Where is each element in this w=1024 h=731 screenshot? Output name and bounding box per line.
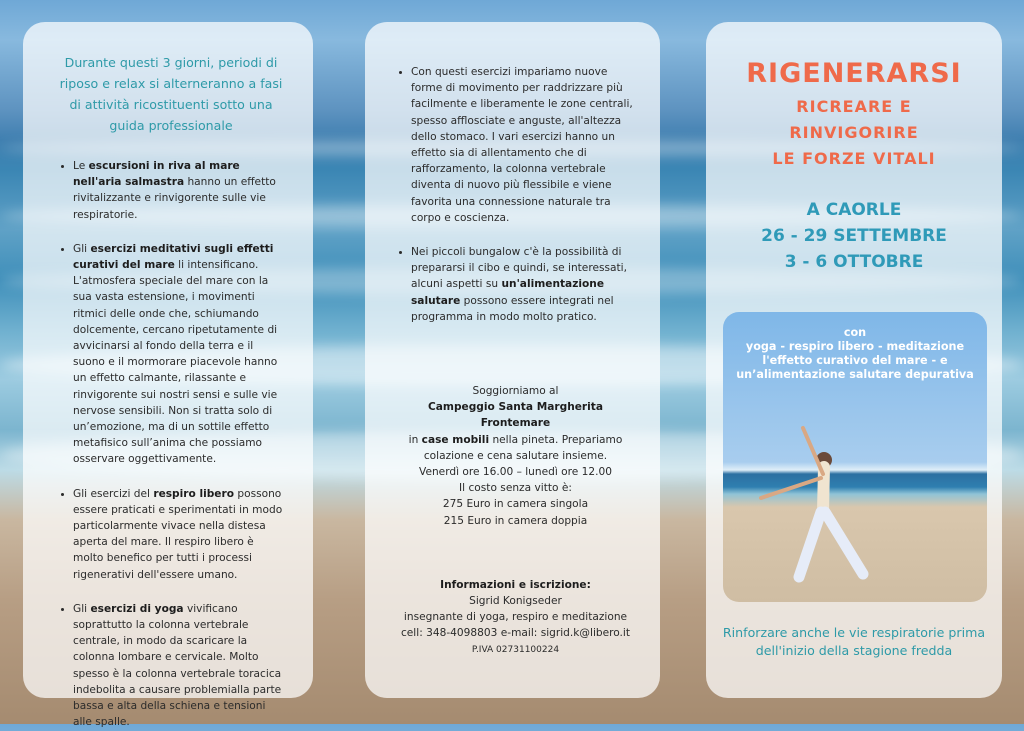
footer-text: Rinforzare anche le vie respiratorie prima dell'inizio della stagione fredda (722, 625, 986, 658)
stay-info: Soggiorniamo al Campeggio Santa Margherita Frontemare in case mobili nella pineta. Prepariamo colazione e cena salutare insieme. Venerdì ore 16.00 – lunedì ore 12.00 Il costo senza vitto è: 275 Euro in camera singola 215 Euro in camera doppia (408, 385, 623, 527)
list-item: • Con questi esercizi impariamo nuove forme di movimento per raddrizzare più facilmente e liberamente le zone centrali, spesso afflosciate e anguste, all'altezza dello stomaco. I vari esercizi hanno un effetto sia di allentamento che di rafforzamento, la colonna vertebrale diventa di nuovo più flessibile e viene favorita una connessione naturale tra corpo e coscienza. (411, 64, 636, 226)
activities-list (57, 158, 285, 731)
yoga-figure-icon (723, 312, 987, 602)
list-item: • Gli esercizi di yoga vivificano soprattutto la colonna vertebrale centrale, in modo da scaricare la colonna lombare e cervicale. Molto spesso è la colonna vertebrale toracica indebolita a causare problemialla parte bassa e alta della schiena e tensioni alle spalle. (73, 601, 285, 731)
list-item: • Nei piccoli bungalow c'è la possibilità di prepararsi il cibo e quindi, se interessati, alcuni aspetti su un'alimentazione salutare possono essere integrati nel programma in modo molto pratico. (411, 244, 636, 325)
subtitle-line: RINVIGORIRE (789, 123, 919, 142)
subtitle-line: LE FORZE VITALI (772, 149, 936, 168)
subtitle-line: RICREARE E (796, 97, 912, 116)
left-panel (23, 22, 313, 729)
list-item: • Le escursioni in riva al mare nell'aria salmastra hanno un effetto rivitalizzante e rinvigorente sulle vie respiratorie. (73, 158, 285, 223)
intro-text: Durante questi 3 giorni, periodi di riposo e relax si alterneranno a fasi di attività ricostituenti sotto una guida professionale (59, 55, 283, 133)
photo-caption: con yoga - respiro libero - meditazione l'effetto curativo del mare - e un’alimentazione salutare depurativa (736, 326, 974, 381)
details-list (395, 64, 636, 325)
contact-info: Informazioni e iscrizione: Sigrid Konigseder insegnante di yoga, respiro e meditazione cell: 348-4098803 e-mail: sigrid.k@libero.it P.IVA 02731100224 (400, 578, 631, 655)
list-item: • Gli esercizi meditativi sugli effetti curativi del mare li intensificano. L'atmosfera speciale del mare con la sua vasta estensione, i movimenti ritmici delle onde che, schiumando dolcemente, cercano ripetutamente di avvicinarsi al fondo della terra e il suono e il mormorare piacevole hanno un effetto calmante, rilassante e rinvigorente sui nostri sensi e sulle vie nervose sensibili. Non si tratta solo di un’emozione, ma di un sottile effetto metafisico sull’anima che possiamo osservare oggettivamente. (73, 241, 285, 468)
location: A CAORLE (806, 200, 902, 220)
middle-panel (365, 22, 660, 698)
date-range-2: 3 - 6 OTTOBRE (784, 252, 924, 272)
date-range-1: 26 - 29 SETTEMBRE (761, 226, 947, 246)
yoga-beach-photo (723, 312, 987, 602)
list-item: • Gli esercizi del respiro libero possono essere praticati e sperimentati in modo particolarmente vivace nella distesa aperta del mare. Il respiro libero è molto benefico per tutti i processi rigenerativi dell'essere umano. (73, 486, 285, 583)
main-title: RIGENERARSI (746, 58, 962, 89)
